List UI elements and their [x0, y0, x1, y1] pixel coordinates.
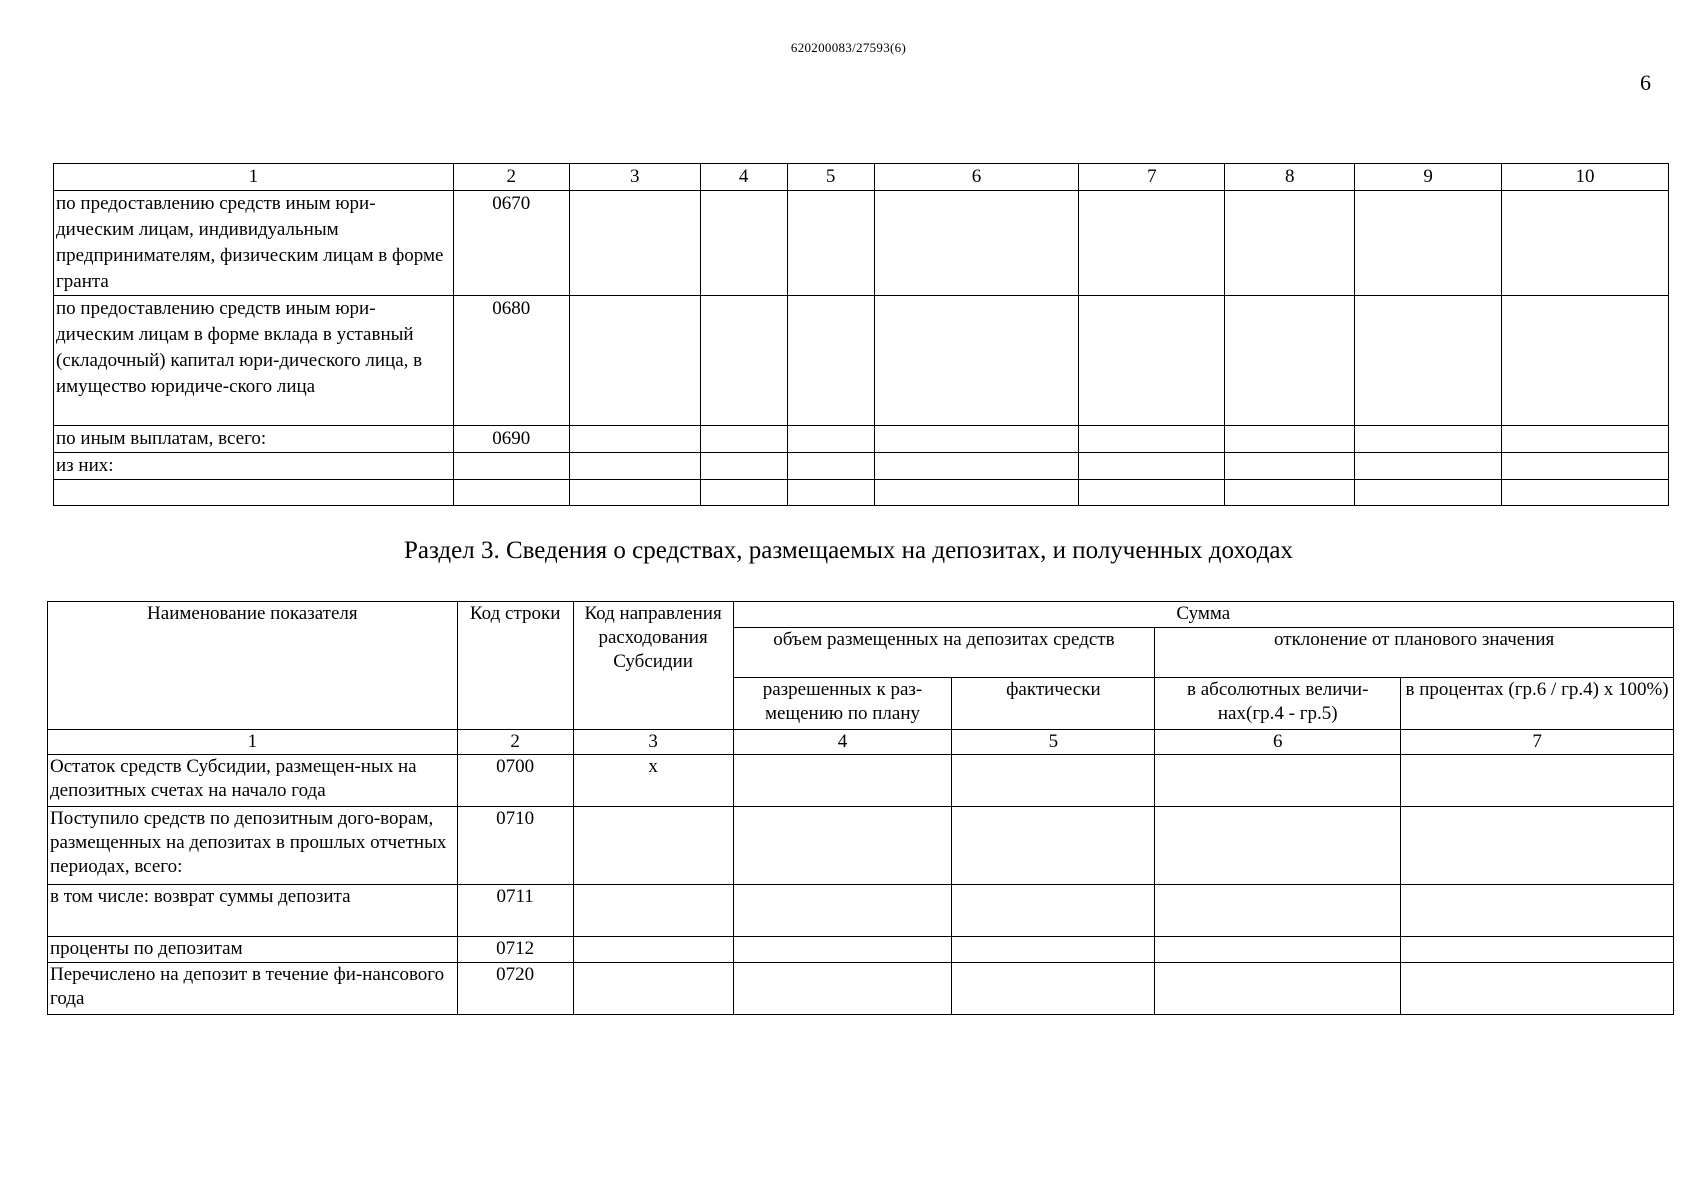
row-name: Остаток средств Субсидии, размещен-ных на депозитных счетах на начало года — [48, 755, 458, 807]
empty-cell — [733, 937, 952, 963]
empty-cell — [1355, 191, 1502, 296]
row-direction — [573, 937, 733, 963]
row-name: по предоставлению средств иным юри-дическим лицам в форме вклада в уставный (складочный) капитал юри-дического лица, в имущество юридиче-ского лица — [54, 296, 454, 426]
empty-cell — [569, 453, 700, 480]
continuation-table — [53, 163, 1669, 506]
empty-cell — [569, 480, 700, 506]
header-sum: Сумма — [733, 602, 1673, 628]
row-direction — [573, 963, 733, 1015]
empty-cell — [787, 453, 874, 480]
empty-cell — [700, 191, 787, 296]
table-row — [54, 426, 1669, 453]
col-number: 4 — [733, 730, 952, 755]
empty-cell — [569, 296, 700, 426]
empty-cell — [787, 426, 874, 453]
row-code: 0680 — [453, 296, 569, 426]
deposits-table — [47, 601, 1674, 1015]
column-numbers-row — [48, 730, 1674, 755]
empty-cell — [1355, 426, 1502, 453]
header-actual: фактически — [952, 678, 1155, 730]
empty-cell — [1155, 885, 1401, 937]
col-number: 2 — [457, 730, 573, 755]
empty-cell — [874, 426, 1079, 453]
page-number: 6 — [1640, 70, 1651, 95]
row-code: 0711 — [457, 885, 573, 937]
header-planned: разрешенных к раз-мещению по плану — [733, 678, 952, 730]
col-number: 5 — [787, 164, 874, 191]
empty-cell — [952, 755, 1155, 807]
row-code: 0670 — [453, 191, 569, 296]
empty-cell — [733, 807, 952, 885]
empty-cell — [1225, 296, 1355, 426]
empty-cell — [874, 480, 1079, 506]
empty-cell — [952, 885, 1155, 937]
table-row — [54, 191, 1669, 296]
empty-cell — [874, 453, 1079, 480]
empty-cell — [952, 963, 1155, 1015]
empty-cell — [787, 191, 874, 296]
empty-cell — [733, 885, 952, 937]
col-number: 2 — [453, 164, 569, 191]
header-direction-code: Код направления расходования Субсидии — [573, 602, 733, 730]
row-name: по иным выплатам, всего: — [54, 426, 454, 453]
empty-cell — [1401, 885, 1674, 937]
header-row-code: Код строки — [457, 602, 573, 730]
row-code — [453, 480, 569, 506]
empty-cell — [1079, 426, 1225, 453]
empty-cell — [1079, 453, 1225, 480]
empty-cell — [1155, 807, 1401, 885]
table-row — [48, 885, 1674, 937]
empty-cell — [1225, 453, 1355, 480]
empty-cell — [700, 296, 787, 426]
row-code: 0700 — [457, 755, 573, 807]
row-code: 0712 — [457, 937, 573, 963]
row-name — [54, 480, 454, 506]
empty-cell — [1225, 426, 1355, 453]
col-number: 8 — [1225, 164, 1355, 191]
col-number: 4 — [700, 164, 787, 191]
empty-cell — [1079, 480, 1225, 506]
col-number: 1 — [48, 730, 458, 755]
row-name: Поступило средств по депозитным дого-ворам, размещенных на депозитах в прошлых отчетных периодах, всего: — [48, 807, 458, 885]
col-number: 6 — [1155, 730, 1401, 755]
header-indicator-name: Наименование показателя — [48, 602, 458, 730]
table-row — [54, 453, 1669, 480]
header-volume: объем размещенных на депозитах средств — [733, 628, 1155, 678]
col-number: 9 — [1355, 164, 1502, 191]
empty-cell — [874, 296, 1079, 426]
table-row — [48, 963, 1674, 1015]
empty-cell — [1225, 480, 1355, 506]
empty-cell — [1355, 453, 1502, 480]
section-title: Раздел 3. Сведения о средствах, размещаемых на депозитах, и полученных доходах — [403, 537, 1294, 564]
row-code: 0720 — [457, 963, 573, 1015]
table-row — [54, 296, 1669, 426]
col-number: 5 — [952, 730, 1155, 755]
empty-cell — [1502, 296, 1669, 426]
col-number: 1 — [54, 164, 454, 191]
table-header-row — [54, 164, 1669, 191]
table-row — [48, 755, 1674, 807]
empty-cell — [1401, 755, 1674, 807]
row-name: в том числе: возврат суммы депозита — [48, 885, 458, 937]
col-number: 6 — [874, 164, 1079, 191]
empty-cell — [1502, 453, 1669, 480]
row-direction — [573, 807, 733, 885]
empty-cell — [733, 963, 952, 1015]
empty-cell — [1502, 480, 1669, 506]
empty-cell — [700, 426, 787, 453]
row-code: 0710 — [457, 807, 573, 885]
empty-cell — [1502, 191, 1669, 296]
row-direction: x — [573, 755, 733, 807]
row-name: по предоставлению средств иным юри-дическим лицам, индивидуальным предпринимателям, физическим лицам в форме гранта — [54, 191, 454, 296]
empty-cell — [1225, 191, 1355, 296]
col-number: 7 — [1079, 164, 1225, 191]
table-row — [54, 480, 1669, 506]
header-absolute: в абсолютных величи-нах(гр.4 - гр.5) — [1155, 678, 1401, 730]
table-row — [48, 937, 1674, 963]
row-name: проценты по депозитам — [48, 937, 458, 963]
empty-cell — [1355, 480, 1502, 506]
empty-cell — [1155, 937, 1401, 963]
empty-cell — [569, 426, 700, 453]
col-number: 10 — [1502, 164, 1669, 191]
empty-cell — [1401, 807, 1674, 885]
empty-cell — [733, 755, 952, 807]
row-name: из них: — [54, 453, 454, 480]
document-id: 620200083/27593(6) — [790, 40, 907, 55]
empty-cell — [952, 937, 1155, 963]
row-code — [453, 453, 569, 480]
empty-cell — [1502, 426, 1669, 453]
table-row — [48, 807, 1674, 885]
empty-cell — [1155, 755, 1401, 807]
col-number: 7 — [1401, 730, 1674, 755]
empty-cell — [1079, 296, 1225, 426]
row-code: 0690 — [453, 426, 569, 453]
header-deviation: отклонение от планового значения — [1155, 628, 1674, 678]
empty-cell — [874, 191, 1079, 296]
empty-cell — [569, 191, 700, 296]
col-number: 3 — [569, 164, 700, 191]
empty-cell — [952, 807, 1155, 885]
empty-cell — [700, 480, 787, 506]
empty-cell — [700, 453, 787, 480]
empty-cell — [1401, 963, 1674, 1015]
empty-cell — [1079, 191, 1225, 296]
row-name: Перечислено на депозит в течение фи-нансового года — [48, 963, 458, 1015]
empty-cell — [787, 480, 874, 506]
empty-cell — [1155, 963, 1401, 1015]
empty-cell — [787, 296, 874, 426]
header-row — [48, 602, 1674, 628]
empty-cell — [1355, 296, 1502, 426]
header-percent: в процентах (гр.6 / гр.4) x 100%) — [1401, 678, 1674, 730]
col-number: 3 — [573, 730, 733, 755]
row-direction — [573, 885, 733, 937]
empty-cell — [1401, 937, 1674, 963]
